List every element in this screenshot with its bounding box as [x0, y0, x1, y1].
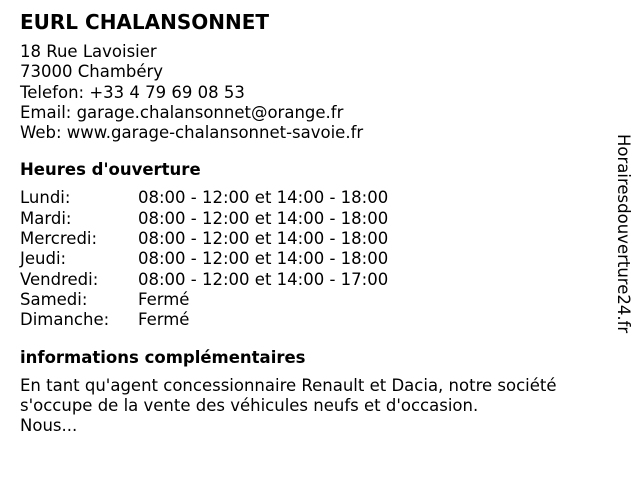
day-label: Samedi: — [20, 289, 88, 309]
website-link[interactable]: Web: www.garage-chalansonnet-savoie.fr — [20, 123, 364, 143]
hours-row-sunday — [20, 310, 600, 330]
day-label: Mardi: — [20, 208, 72, 228]
day-label: Lundi: — [20, 188, 71, 208]
description-line: s'occupe de la vente des véhicules neufs et d'occasion. — [20, 395, 479, 415]
hours-row-thursday — [20, 249, 600, 269]
time-value: 08:00 - 12:00 et 14:00 - 17:00 — [138, 269, 389, 289]
email-address[interactable]: Email: garage.chalansonnet@orange.fr — [20, 102, 344, 122]
hours-row-wednesday — [20, 229, 600, 249]
contact-block — [20, 42, 600, 143]
time-value: 08:00 - 12:00 et 14:00 - 18:00 — [138, 208, 389, 228]
description-line: Nous... — [20, 415, 78, 435]
hours-row-friday — [20, 270, 600, 290]
business-name: EURL CHALANSONNET — [20, 10, 270, 34]
day-label: Mercredi: — [20, 229, 98, 249]
time-value: Fermé — [138, 289, 190, 309]
info-heading: informations complémentaires — [20, 347, 306, 367]
hours-row-saturday — [20, 290, 600, 310]
info-description — [20, 376, 600, 436]
postal-city: 73000 Chambéry — [20, 62, 164, 82]
time-value: 08:00 - 12:00 et 14:00 - 18:00 — [138, 249, 389, 269]
hours-heading: Heures d'ouverture — [20, 160, 201, 180]
site-watermark: Horairesdouverture24.fr — [614, 134, 633, 334]
time-value: Fermé — [138, 310, 190, 330]
hours-row-tuesday — [20, 209, 600, 229]
business-card — [20, 10, 600, 436]
day-label: Dimanche: — [20, 310, 110, 330]
street-address: 18 Rue Lavoisier — [20, 42, 157, 61]
time-value: 08:00 - 12:00 et 14:00 - 18:00 — [138, 188, 389, 208]
phone-number[interactable]: Telefon: +33 4 79 69 08 53 — [20, 82, 245, 102]
day-label: Jeudi: — [20, 249, 67, 269]
hours-row-monday — [20, 188, 600, 208]
description-line: En tant qu'agent concessionnaire Renault et Dacia, notre société — [20, 375, 557, 395]
hours-table — [20, 188, 600, 330]
day-label: Vendredi: — [20, 269, 99, 289]
time-value: 08:00 - 12:00 et 14:00 - 18:00 — [138, 229, 389, 249]
